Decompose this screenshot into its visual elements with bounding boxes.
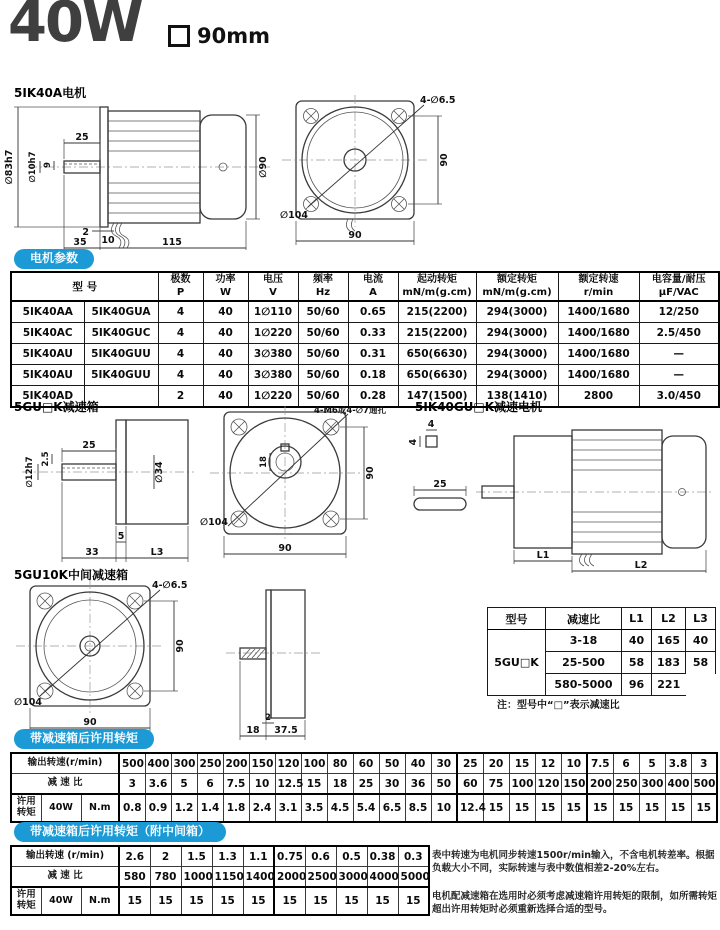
table-cell: 15: [119, 887, 150, 915]
ratio-table: [487, 607, 716, 696]
table-cell: 2.6: [119, 846, 150, 867]
dim-label: 4-∅6.5: [152, 580, 188, 591]
table-cell: 15: [509, 753, 535, 774]
dim-label: 90: [175, 639, 186, 653]
note-torque-limit: 电机配减速箱在选用时必须考虑减速箱许用转矩的限制，如所需转矩超出许用转矩时必须重新选择合适的型号。: [432, 890, 718, 915]
table-cell: 2: [158, 386, 203, 408]
frame-size-label: 90mm: [197, 24, 270, 48]
table-cell: 50/60: [298, 386, 348, 408]
dim-label: ∅34: [154, 461, 165, 483]
table-cell: 3∅380: [248, 365, 298, 386]
header-col: 额定转矩 mN/m(g.cm): [476, 272, 558, 301]
dim-label: L3: [150, 547, 164, 558]
torque-value-row: [11, 887, 429, 915]
table-cell: 4: [158, 344, 203, 365]
table-cell: 1∅110: [248, 301, 298, 323]
ratio-table-note: 注：型号中“□”表示减速比: [497, 700, 620, 711]
table-cell: 5IK40AD: [11, 386, 84, 408]
header-cell: L1: [622, 608, 652, 630]
pill-torque: 带减速箱后许用转矩: [14, 729, 154, 749]
table-cell: 1∅220: [248, 323, 298, 344]
table-cell: 2.4: [249, 794, 275, 822]
header-cell: L3: [686, 608, 716, 630]
table-cell: 10: [561, 753, 587, 774]
dim-label: ∅12h7: [25, 456, 35, 488]
table-cell: 221: [652, 674, 686, 696]
table-cell: 215(2200): [398, 323, 476, 344]
table-cell: 60: [457, 774, 483, 795]
table-cell: 5: [171, 774, 197, 795]
table-cell: 25: [457, 753, 483, 774]
table-cell: 3.8: [665, 753, 691, 774]
motor-side-view-drawing: [2, 95, 274, 253]
motor-table-row: [11, 344, 719, 365]
dim-label: 90: [348, 230, 362, 241]
row-label: 输出转速(r/min): [11, 753, 119, 774]
table-cell: 10: [249, 774, 275, 795]
header-col: 额定转速 r/min: [558, 272, 639, 301]
table-cell: 5IK40GUU: [84, 344, 158, 365]
header-col: 极数 P: [158, 272, 203, 301]
table-cell: 40: [203, 365, 248, 386]
table-cell: 4: [158, 301, 203, 323]
table-cell: 8.5: [405, 794, 431, 822]
table-cell: 15: [367, 887, 398, 915]
ratio-table-header-row: [488, 608, 716, 630]
table-cell: 650(6630): [398, 344, 476, 365]
row-label: 减 速 比: [11, 774, 119, 795]
header-col: 起动转矩 mN/m(g.cm): [398, 272, 476, 301]
table-cell: 15: [305, 887, 336, 915]
table-cell: 5IK40GUU: [84, 365, 158, 386]
table-cell: 2800: [558, 386, 639, 408]
torque-speed-row: [11, 846, 429, 867]
dim-label: 90: [278, 543, 292, 554]
table-cell: 15: [665, 794, 691, 822]
dim-label: 25: [433, 479, 447, 490]
dim-label: ∅83h7: [4, 149, 15, 185]
table-cell: 0.33: [348, 323, 398, 344]
table-cell: 20: [483, 753, 509, 774]
header-cell: 减速比: [546, 608, 622, 630]
table-cell: 10: [431, 794, 457, 822]
row-label: 减 速 比: [11, 867, 119, 888]
header-col: 电流 A: [348, 272, 398, 301]
dim-label: 37.5: [274, 725, 298, 736]
table-cell: 15: [483, 794, 509, 822]
dim-label: ∅10h7: [28, 151, 38, 183]
power-label: 40W: [41, 794, 81, 822]
table-cell: 294(3000): [476, 301, 558, 323]
table-cell: 500: [119, 753, 145, 774]
table-cell: 40: [622, 630, 652, 652]
table-cell: 100: [301, 753, 327, 774]
table-cell: 0.18: [348, 365, 398, 386]
table-cell: 3: [119, 774, 145, 795]
table-cell: 200: [587, 774, 613, 795]
table-cell: 3.1: [275, 794, 301, 822]
table-cell: 0.8: [119, 794, 145, 822]
table-cell: —: [639, 365, 719, 386]
torque-speed-row: [11, 753, 717, 774]
table-cell: 1400/1680: [558, 323, 639, 344]
table-cell: 96: [622, 674, 652, 696]
table-cell: 50/60: [298, 344, 348, 365]
table-cell: 1∅220: [248, 386, 298, 408]
table-cell: 6: [613, 753, 639, 774]
table-cell: 120: [275, 753, 301, 774]
dim-label: 10: [101, 235, 115, 246]
table-cell: 50: [431, 774, 457, 795]
dim-label: 2: [265, 713, 271, 723]
table-cell: 3: [691, 753, 717, 774]
table-cell: 5: [639, 753, 665, 774]
section-label-motor: 5IK40A电机: [14, 86, 87, 100]
table-cell: 5.4: [353, 794, 379, 822]
gearmotor-side-view-drawing: [406, 406, 716, 574]
table-cell: 5IK40AA: [11, 301, 84, 323]
table-cell: 25-500: [546, 652, 622, 674]
page-title: 40W: [8, 0, 142, 55]
table-cell: 5IK40AU: [11, 344, 84, 365]
dim-label: 90: [439, 153, 450, 167]
table-cell: 1400/1680: [558, 365, 639, 386]
notes-block: [432, 849, 720, 930]
dim-label: ∅104: [14, 697, 42, 708]
header-model: 型 号: [11, 272, 158, 301]
table-cell: 15: [336, 887, 367, 915]
torque-ratio-row: [11, 867, 429, 888]
header-col: 电容量/耐压 μF/VAC: [639, 272, 719, 301]
table-cell: 400: [145, 753, 171, 774]
motor-table-row: [11, 386, 719, 408]
header-col: 功率 W: [203, 272, 248, 301]
table-cell: 294(3000): [476, 344, 558, 365]
dim-label: 35: [73, 237, 87, 248]
motor-params-table: [10, 271, 720, 408]
table-cell: 250: [197, 753, 223, 774]
table-cell: 58: [622, 652, 652, 674]
table-cell: 50/60: [298, 323, 348, 344]
table-cell: 1.2: [171, 794, 197, 822]
table-cell: 0.31: [348, 344, 398, 365]
table-cell: 4: [158, 365, 203, 386]
table-cell: 6.5: [379, 794, 405, 822]
table-cell: 1000: [181, 867, 212, 888]
table-cell: 12.4: [457, 794, 483, 822]
table-cell: 1.5: [181, 846, 212, 867]
table-cell: 2: [150, 846, 181, 867]
table-cell: 40: [203, 301, 248, 323]
table-cell: 0.38: [367, 846, 398, 867]
table-cell: 1.1: [243, 846, 274, 867]
table-cell: 2500: [305, 867, 336, 888]
table-cell: 75: [483, 774, 509, 795]
dim-label: 2.5: [41, 451, 51, 467]
unit-label: N.m: [81, 887, 119, 915]
dim-label: 18: [259, 456, 269, 468]
motor-front-view-drawing: [278, 93, 468, 253]
table-cell: 25: [353, 774, 379, 795]
table-cell: 5000: [398, 867, 429, 888]
dim-label: L1: [536, 550, 550, 561]
table-cell: 138(1410): [476, 386, 558, 408]
table-cell: 3.6: [145, 774, 171, 795]
dim-label: 90: [365, 466, 376, 480]
table-cell: 15: [691, 794, 717, 822]
gearbox-front-view-drawing: [196, 406, 408, 568]
table-cell: 15: [212, 887, 243, 915]
table-cell: 15: [587, 794, 613, 822]
dim-label: 25: [82, 440, 96, 451]
table-cell: —: [639, 344, 719, 365]
motor-table-row: [11, 323, 719, 344]
table-cell: 30: [431, 753, 457, 774]
table-cell: 3.5: [301, 794, 327, 822]
table-cell: 580-5000: [546, 674, 622, 696]
dim-label: 4: [408, 438, 419, 446]
table-cell: 60: [353, 753, 379, 774]
dim-label: L2: [634, 560, 648, 571]
table-cell: 300: [171, 753, 197, 774]
unit-label: N.m: [81, 794, 119, 822]
table-cell: 36: [405, 774, 431, 795]
table-cell: 300: [639, 774, 665, 795]
table-cell: 1.8: [223, 794, 249, 822]
table-cell: 0.3: [398, 846, 429, 867]
table-cell: 1.4: [197, 794, 223, 822]
torque-ratio-row: [11, 774, 717, 795]
table-cell: 0.6: [305, 846, 336, 867]
table-cell: 12/250: [639, 301, 719, 323]
table-cell: 250: [613, 774, 639, 795]
dim-label: 4: [427, 419, 435, 430]
header-col: 电压 V: [248, 272, 298, 301]
table-cell: 15: [150, 887, 181, 915]
table-cell: 5IK40AU: [11, 365, 84, 386]
table-cell: 183: [652, 652, 686, 674]
table-cell: 18: [327, 774, 353, 795]
table-cell: 165: [652, 630, 686, 652]
gearbox-side-view-drawing: [4, 410, 199, 568]
table-cell: 4: [158, 323, 203, 344]
table-cell: 40: [405, 753, 431, 774]
dim-label: ∅90: [258, 156, 269, 178]
table-cell: 15: [509, 794, 535, 822]
table-cell: 15: [274, 887, 305, 915]
table-cell: 100: [509, 774, 535, 795]
table-cell: 40: [686, 630, 716, 652]
table-cell: 200: [223, 753, 249, 774]
table-cell: 150: [561, 774, 587, 795]
motor-table-header-row: [11, 272, 719, 301]
table-cell: 80: [327, 753, 353, 774]
table-cell: 1400: [243, 867, 274, 888]
table-cell: 40: [203, 344, 248, 365]
dim-label: 4-M6或4-∅7通孔: [314, 406, 386, 416]
pill-motor-params: 电机参数: [14, 249, 94, 269]
table-cell: 1150: [212, 867, 243, 888]
table-cell: 0.5: [336, 846, 367, 867]
section-label-mid-gearbox: 5GU10K中间减速箱: [14, 568, 128, 582]
table-cell: 294(3000): [476, 365, 558, 386]
table-cell: 3.0/450: [639, 386, 719, 408]
model-cell: 5GU□K: [488, 630, 546, 696]
table-cell: 3∅380: [248, 344, 298, 365]
table-cell: [686, 674, 716, 696]
dim-label: 5: [117, 531, 125, 542]
table-cell: 3-18: [546, 630, 622, 652]
section-label-gearbox: 5GU□K减速箱: [14, 400, 99, 414]
table-cell: 15: [243, 887, 274, 915]
section-label-gearmotor: 5IK40GU□K减速电机: [415, 400, 543, 414]
mid-gearbox-front-view-drawing: [12, 576, 207, 744]
header-col: 频率 Hz: [298, 272, 348, 301]
table-cell: 1400/1680: [558, 344, 639, 365]
table-cell: 294(3000): [476, 323, 558, 344]
table-cell: 400: [665, 774, 691, 795]
table-cell: 0.65: [348, 301, 398, 323]
dim-label: 2: [82, 227, 89, 238]
table-cell: 6: [197, 774, 223, 795]
dim-label: 25: [75, 132, 89, 143]
table-cell: 58: [686, 652, 716, 674]
table-cell: 4.5: [327, 794, 353, 822]
table-cell: 780: [150, 867, 181, 888]
dim-label: 18: [246, 725, 260, 736]
table-cell: 1400/1680: [558, 301, 639, 323]
table-cell: 5IK40GUC: [84, 323, 158, 344]
row-label: 输出转速 (r/min): [11, 846, 119, 867]
table-cell: 2.5/450: [639, 323, 719, 344]
dim-label: 115: [162, 237, 182, 248]
table-cell: 1.3: [212, 846, 243, 867]
torque-table-mid: [10, 845, 430, 916]
table-cell: 2000: [274, 867, 305, 888]
table-cell: 5IK40AC: [11, 323, 84, 344]
header-cell: 型号: [488, 608, 546, 630]
table-cell: 580: [119, 867, 150, 888]
table-cell: 3000: [336, 867, 367, 888]
table-cell: 12.5: [275, 774, 301, 795]
table-cell: 5IK40GUA: [84, 301, 158, 323]
row-label: 许用转矩: [11, 794, 41, 822]
table-cell: 15: [398, 887, 429, 915]
dim-label: ∅104: [200, 517, 228, 528]
torque-value-row: [11, 794, 717, 822]
table-cell: 215(2200): [398, 301, 476, 323]
row-label: 许用转矩: [11, 887, 41, 915]
dim-label: 4-∅6.5: [420, 95, 456, 106]
pill-torque-mid: 带减速箱后许用转矩（附中间箱）: [14, 822, 226, 842]
table-cell: 0.9: [145, 794, 171, 822]
table-cell: 15: [613, 794, 639, 822]
motor-table-row: [11, 365, 719, 386]
table-cell: 15: [181, 887, 212, 915]
table-cell: 40: [203, 386, 248, 408]
table-cell: 50/60: [298, 365, 348, 386]
header-cell: L2: [652, 608, 686, 630]
table-cell: 7.5: [587, 753, 613, 774]
table-cell: 500: [691, 774, 717, 795]
table-cell: 15: [561, 794, 587, 822]
mid-gearbox-side-view-drawing: [218, 576, 338, 744]
dim-label: ∅104: [280, 210, 308, 221]
table-cell: 650(6630): [398, 365, 476, 386]
table-cell: 147(1500): [398, 386, 476, 408]
table-cell: 150: [249, 753, 275, 774]
dim-label: 90: [83, 717, 97, 728]
table-cell: 4000: [367, 867, 398, 888]
dim-label: 33: [85, 547, 99, 558]
table-cell: 15: [535, 794, 561, 822]
square-frame-icon: [168, 25, 190, 47]
motor-table-row: [11, 301, 719, 323]
table-cell: 120: [535, 774, 561, 795]
table-cell: 50/60: [298, 301, 348, 323]
table-cell: 7.5: [223, 774, 249, 795]
table-cell: 40: [203, 323, 248, 344]
table-cell: 12: [535, 753, 561, 774]
table-cell: 15: [639, 794, 665, 822]
note-speed: 表中转速为电机同步转速1500r/min输入，不含电机转差率。根据负载大小不同，实际转速与表中数值相差2-20%左右。: [432, 850, 715, 875]
ratio-table-row: [488, 630, 716, 652]
table-cell: 0.28: [348, 386, 398, 408]
power-label: 40W: [41, 887, 81, 915]
table-cell: 30: [379, 774, 405, 795]
frame-size-badge: [168, 24, 270, 48]
table-cell: 15: [301, 774, 327, 795]
table-cell: 50: [379, 753, 405, 774]
torque-table: [10, 752, 718, 823]
dim-label: 9: [43, 162, 53, 168]
table-cell: 0.75: [274, 846, 305, 867]
